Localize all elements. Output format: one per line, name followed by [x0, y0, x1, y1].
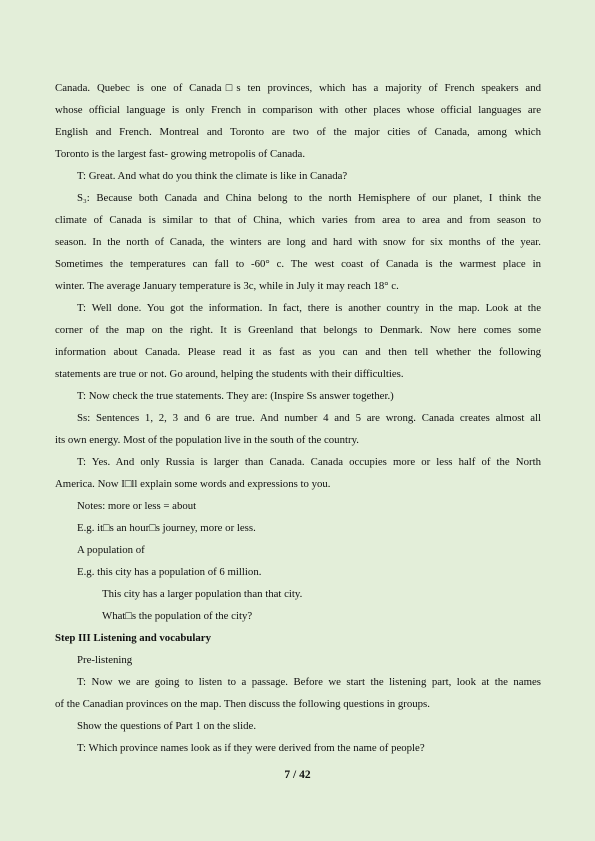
paragraph-line: its own energy. Most of the population live in the south of the country. [55, 434, 359, 446]
document-body [55, 77, 541, 759]
dialogue-line: T: Now we are going to listen to a passage. Before we start the listening part, look at the names [77, 676, 541, 688]
paragraph-line: climate of Canada is similar to that of China, which varies from area to area and from season to [55, 214, 541, 226]
paragraph-line: English and French. Montreal and Toronto are two of the major cities of Canada, among which [55, 126, 541, 138]
dialogue-line: T: Yes. And only Russia is larger than Canada. Canada occupies more or less half of the North [77, 456, 541, 468]
instruction-line: Show the questions of Part 1 on the slide. [77, 720, 257, 732]
example-line: What□s the population of the city? [102, 610, 253, 622]
dialogue-line: T: Now check the true statements. They are: (Inspire Ss answer together.) [77, 390, 394, 402]
dialogue-line: T: Which province names look as if they were derived from the name of people? [77, 742, 425, 754]
notes-line: Notes: more or less = about [77, 500, 197, 512]
paragraph-line: season. In the north of Canada, the winters are long and hard with snow for six months of the year. [55, 236, 541, 248]
example-line: E.g. it□s an hour□s journey, more or less. [77, 522, 256, 534]
paragraph-line: statements are true or not. Go around, helping the students with their difficulties. [55, 368, 404, 380]
paragraph-line: Canada. Quebec is one of Canada□s ten provinces, which has a majority of French speakers and [55, 82, 541, 94]
dialogue-line: T: Well done. You got the information. In fact, there is another country in the map. Look at the [77, 302, 541, 314]
example-line: This city has a larger population than that city. [102, 588, 303, 600]
dialogue-line: T: Great. And what do you think the climate is like in Canada? [77, 170, 348, 182]
dialogue-line: Ss: Sentences 1, 2, 3 and 6 are true. And number 4 and 5 are wrong. Canada creates almost all [77, 412, 541, 424]
subsection-label: Pre-listening [77, 654, 133, 666]
example-line: E.g. this city has a population of 6 million. [77, 566, 262, 578]
paragraph-line: of the Canadian provinces on the map. Then discuss the following questions in groups. [55, 698, 430, 710]
paragraph-line: Sometimes the temperatures can fall to -60° c. The west coast of Canada is the warmest place in [55, 258, 541, 270]
paragraph-line: Toronto is the largest fast- growing metropolis of Canada. [55, 148, 306, 160]
paragraph-line: whose official language is only French in comparison with other places whose official languages are [55, 104, 541, 116]
paragraph-line: information about Canada. Please read it as fast as you can and then tell whether the following [55, 346, 541, 358]
paragraph-line: winter. The average January temperature is 3c, while in July it may reach 18° c. [55, 280, 399, 292]
section-heading: Step III Listening and vocabulary [55, 632, 211, 644]
paragraph-line: corner of the map on the right. It is Greenland that belongs to Denmark. Now here comes some [55, 324, 541, 336]
dialogue-line: S₃: Because both Canada and China belong to the north Hemisphere of our planet, I think the [77, 192, 541, 204]
page-number: 7 / 42 [284, 769, 311, 781]
notes-line: A population of [77, 544, 145, 556]
paragraph-line: America. Now I□ll explain some words and expressions to you. [55, 478, 331, 490]
